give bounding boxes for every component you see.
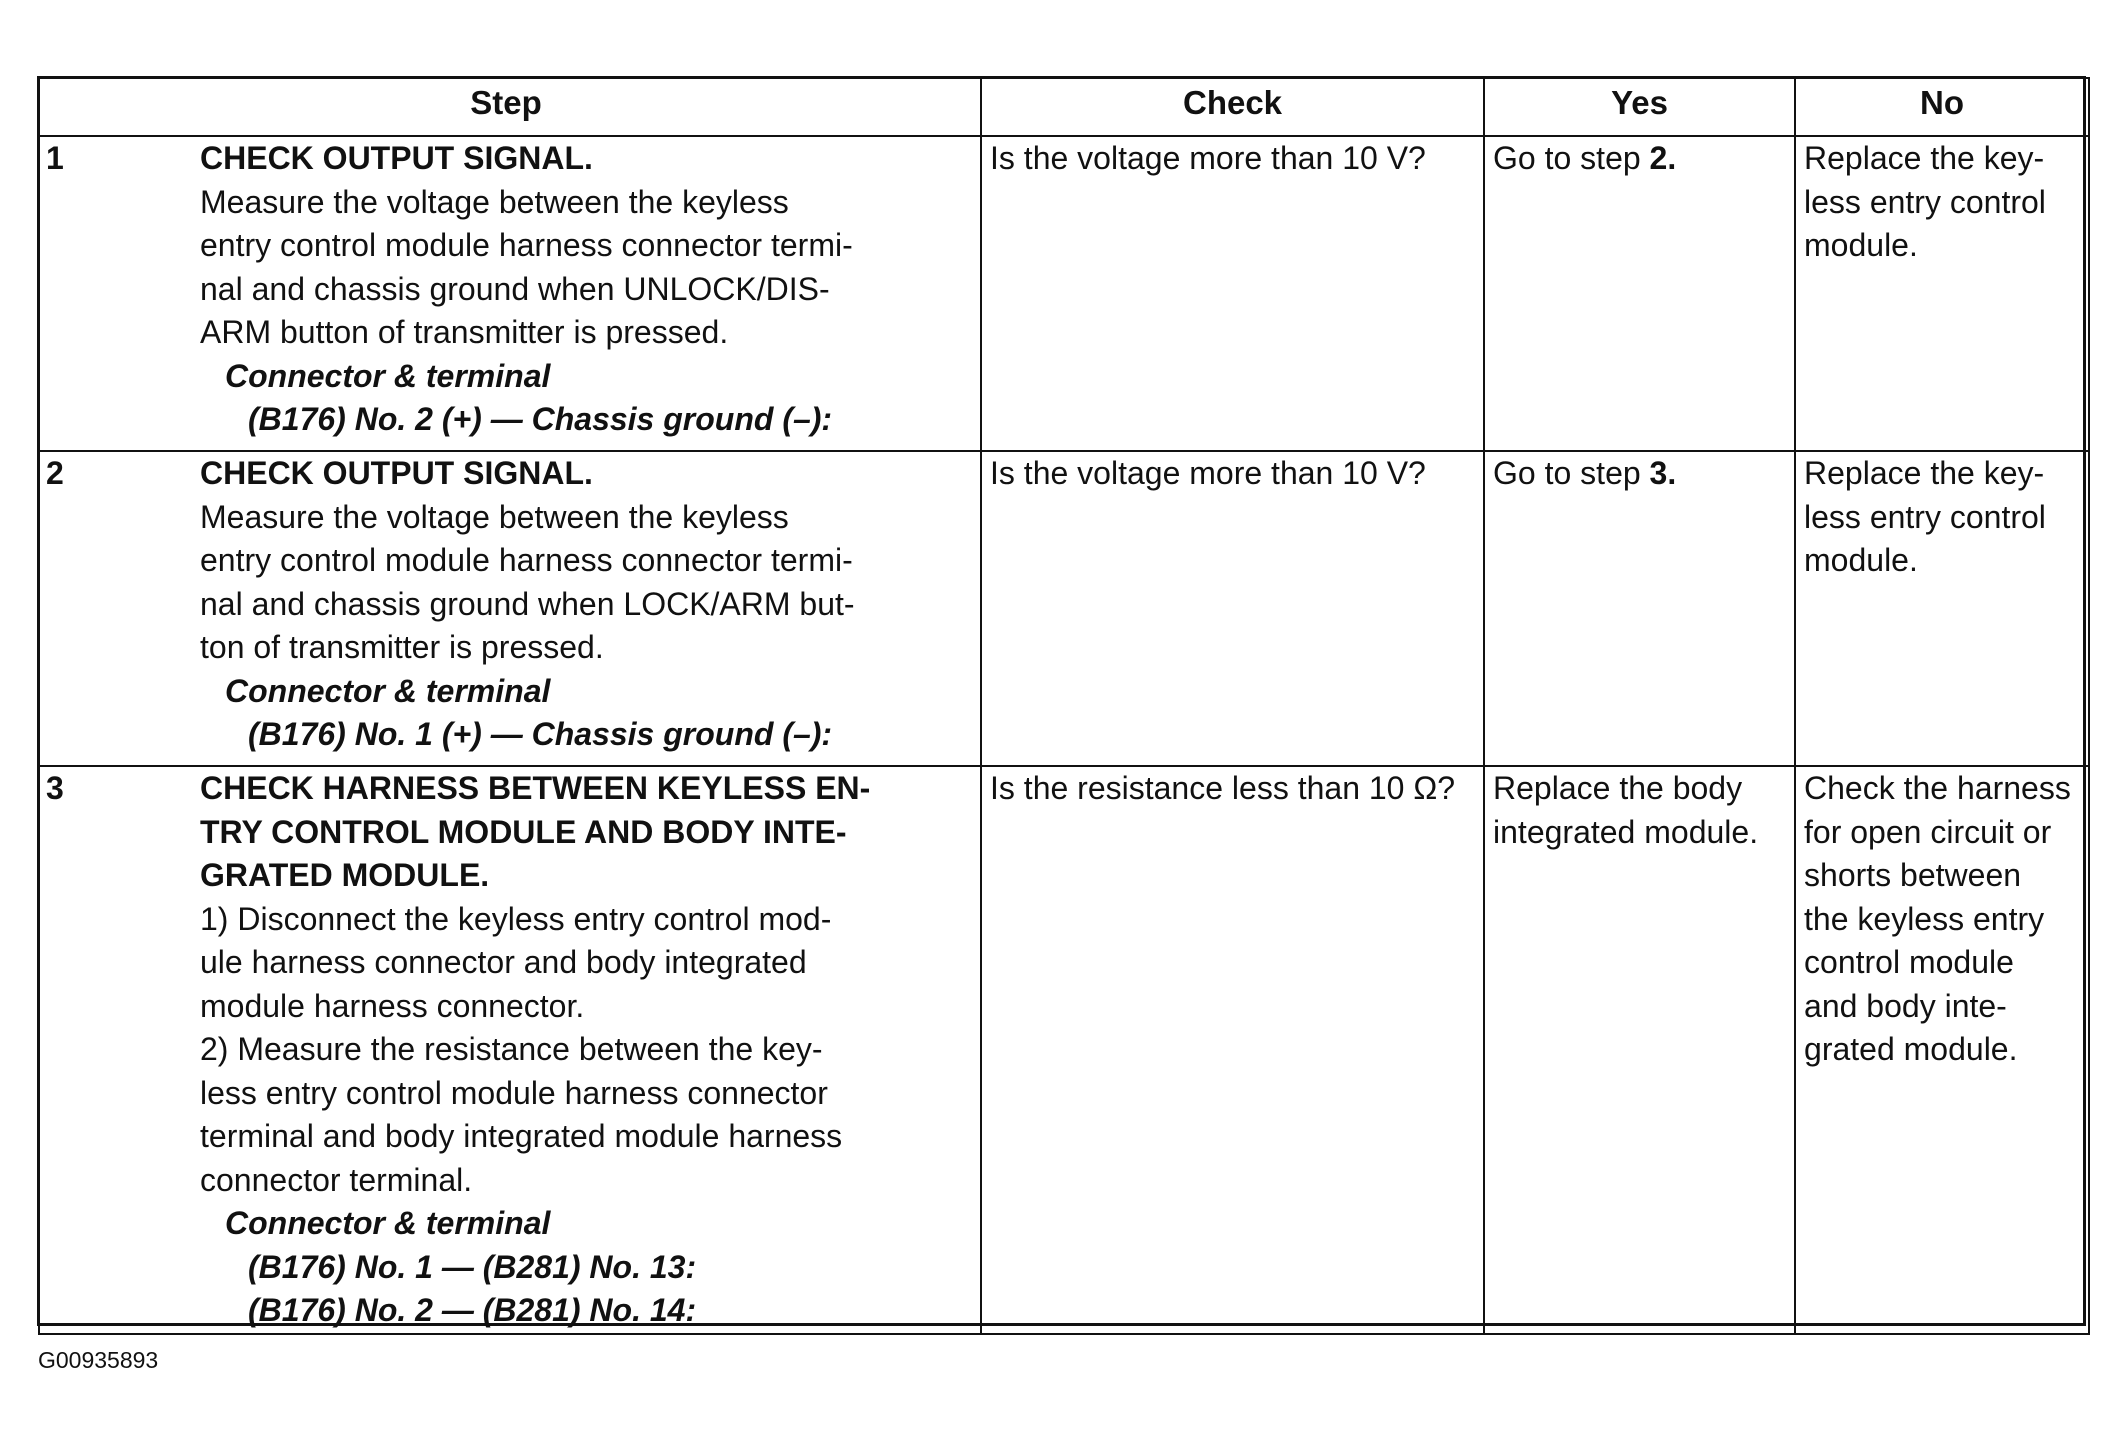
step-title: CHECK OUTPUT SIGNAL. [200, 140, 593, 176]
yes-step-ref: 3. [1649, 455, 1677, 491]
step-line: Measure the voltage between the keyless [200, 183, 789, 220]
step-number: 1 [39, 136, 196, 451]
yes-cell [1484, 766, 1795, 1334]
header-yes: Yes [1484, 78, 1795, 136]
no-line: shorts between [1804, 857, 2022, 893]
check-cell: Is the resistance less than 10 Ω? [981, 766, 1484, 1334]
connector-title: Connector & terminal [225, 672, 551, 709]
step-line: entry control module harness connector termi- [200, 227, 853, 263]
no-cell [1795, 136, 2089, 451]
step-line: entry control module harness connector termi- [200, 542, 853, 578]
step-description [196, 136, 981, 451]
step-title: CHECK OUTPUT SIGNAL. [200, 455, 593, 491]
check-cell: Is the voltage more than 10 V? [981, 451, 1484, 766]
table-row [39, 451, 2089, 766]
yes-line: Replace the body [1493, 770, 1743, 806]
step-number: 2 [39, 451, 196, 766]
no-line: Replace the key- [1804, 455, 2045, 491]
header-row [39, 78, 2089, 136]
no-line: less entry control [1804, 183, 2046, 220]
step-description [196, 451, 981, 766]
step-line: nal and chassis ground when UNLOCK/DIS- [200, 270, 830, 307]
yes-prefix: Go to step [1493, 140, 1650, 176]
table-row [39, 136, 2089, 451]
no-line: module. [1804, 227, 1918, 263]
step-line: terminal and body integrated module harness [200, 1118, 843, 1154]
no-line: for open circuit or [1804, 813, 2052, 850]
no-line: less entry control [1804, 498, 2046, 535]
step-line: connector terminal. [200, 1161, 473, 1198]
connector-item: (B176) No. 1 — (B281) No. 13: [248, 1248, 697, 1285]
connector-item: (B176) No. 2 (+) — Chassis ground (–): [248, 401, 833, 437]
header-no: No [1795, 78, 2089, 136]
step-line: Measure the voltage between the keyless [200, 498, 789, 535]
step-line: 2) Measure the resistance between the key- [200, 1031, 823, 1067]
document-id: G00935893 [38, 1347, 159, 1373]
no-line: module. [1804, 542, 1918, 578]
connector-title: Connector & terminal [225, 1205, 551, 1241]
no-cell [1795, 451, 2089, 766]
diagnostic-table [38, 77, 2090, 1335]
no-cell [1795, 766, 2089, 1334]
yes-step-ref: 2. [1649, 140, 1677, 176]
step-line: ARM button of transmitter is pressed. [200, 314, 729, 350]
step-line: nal and chassis ground when LOCK/ARM but- [200, 585, 855, 622]
step-line: less entry control module harness connector [200, 1074, 828, 1111]
header-check: Check [981, 78, 1484, 136]
yes-line: integrated module. [1493, 813, 1759, 850]
yes-cell [1484, 136, 1795, 451]
no-line: and body inte- [1804, 987, 2007, 1024]
connector-title: Connector & terminal [225, 357, 551, 394]
connector-item: (B176) No. 2 — (B281) No. 14: [248, 1292, 697, 1328]
check-cell: Is the voltage more than 10 V? [981, 136, 1484, 451]
no-line: Replace the key- [1804, 140, 2045, 176]
step-line: 1) Disconnect the keyless entry control mod- [200, 900, 832, 937]
step-number: 3 [39, 766, 196, 1334]
yes-prefix: Go to step [1493, 455, 1650, 491]
step-title: CHECK HARNESS BETWEEN KEYLESS EN- [200, 770, 871, 806]
step-description [196, 766, 981, 1334]
no-line: the keyless entry [1804, 900, 2045, 937]
no-line: grated module. [1804, 1031, 2018, 1067]
yes-cell [1484, 451, 1795, 766]
connector-item: (B176) No. 1 (+) — Chassis ground (–): [248, 716, 833, 752]
no-line: control module [1804, 944, 2014, 980]
table-row [39, 766, 2089, 1334]
step-line: ton of transmitter is pressed. [200, 629, 604, 665]
step-line: ule harness connector and body integrated [200, 944, 807, 980]
step-title: GRATED MODULE. [200, 857, 490, 893]
no-line: Check the harness [1804, 770, 2071, 806]
header-step: Step [39, 78, 981, 136]
step-line: module harness connector. [200, 987, 585, 1024]
step-title: TRY CONTROL MODULE AND BODY INTE- [200, 813, 847, 850]
